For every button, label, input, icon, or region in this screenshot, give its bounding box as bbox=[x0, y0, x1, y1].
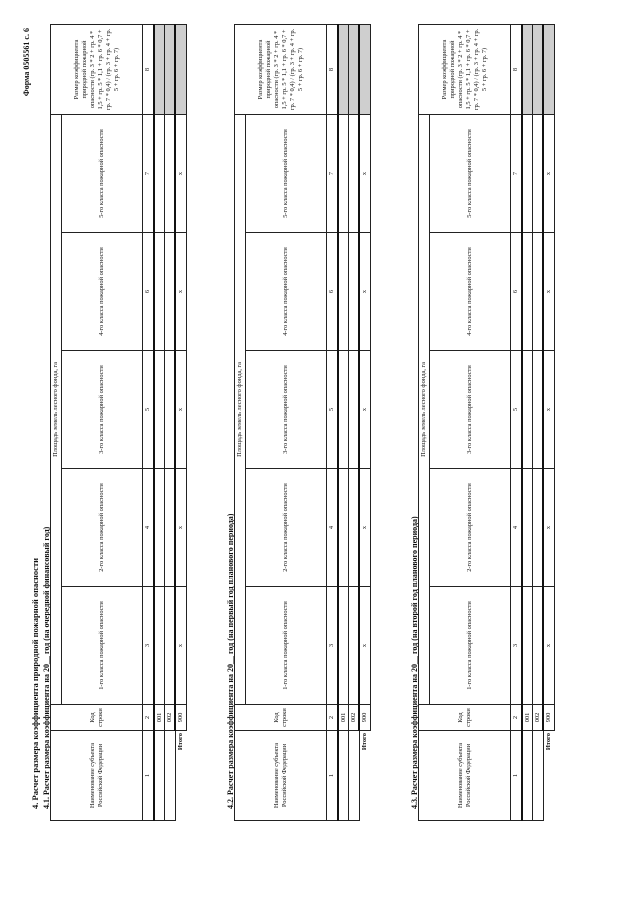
x-mark: x bbox=[543, 233, 555, 351]
area-header: Площадь земель лесного фонда, га bbox=[51, 114, 62, 704]
area-header: Площадь земель лесного фонда, га bbox=[235, 114, 246, 704]
section-title: 4. Расчет размера коэффициента природной пожарной опасности bbox=[30, 557, 40, 809]
total-coef-cell bbox=[543, 24, 555, 114]
row-code: 001 bbox=[522, 705, 533, 731]
area-value-cell bbox=[533, 469, 544, 587]
subject-header: Наименование субъекта Российской Федерации bbox=[235, 731, 327, 821]
area-value-cell bbox=[349, 587, 360, 705]
coef-value-cell bbox=[338, 24, 349, 114]
class-header: 4-го класса пожарной опасности bbox=[430, 233, 511, 351]
column-number: 5 bbox=[511, 351, 523, 469]
x-mark: x bbox=[175, 469, 187, 587]
subsection-title: 4.3. Расчет размера коэффициента на 20__ год (на второй год планового периода) bbox=[410, 516, 419, 809]
row-code: 002 bbox=[349, 705, 360, 731]
column-number: 8 bbox=[511, 24, 523, 114]
area-value-cell bbox=[522, 233, 533, 351]
x-mark: x bbox=[543, 114, 555, 232]
coef-header: Размер коэффициента природной пожарной опасности (гр. 3 * 2 + гр. 4 * 1,5 + гр. 5 * 1,1 + гр. 6 * 0,7 + гр. 7 * 0,4) / (гр. 3 + гр. 4 + гр. 5 + гр. 6 + гр. 7) bbox=[235, 24, 327, 114]
area-value-cell bbox=[522, 469, 533, 587]
x-mark: x bbox=[175, 351, 187, 469]
column-number: 3 bbox=[511, 587, 523, 705]
row-code: 001 bbox=[154, 705, 165, 731]
coefficient-table bbox=[50, 24, 187, 821]
code-header: Код строки bbox=[235, 705, 327, 731]
total-label: Итого bbox=[361, 733, 368, 751]
class-header: 4-го класса пожарной опасности bbox=[62, 233, 143, 351]
column-number: 1 bbox=[511, 731, 523, 821]
column-number: 7 bbox=[511, 114, 523, 232]
column-number: 6 bbox=[327, 233, 339, 351]
subject-header: Наименование субъекта Российской Федерации bbox=[51, 731, 143, 821]
subject-header: Наименование субъекта Российской Федерации bbox=[419, 731, 511, 821]
area-value-cell bbox=[349, 114, 360, 232]
column-number: 6 bbox=[511, 233, 523, 351]
form-code: Форма 0505561 с. 6 bbox=[22, 28, 31, 97]
x-mark: x bbox=[359, 233, 371, 351]
x-mark: x bbox=[543, 587, 555, 705]
column-number: 1 bbox=[327, 731, 339, 821]
column-number: 5 bbox=[143, 351, 155, 469]
coef-value-cell bbox=[349, 24, 360, 114]
area-value-cell bbox=[522, 114, 533, 232]
area-value-cell bbox=[338, 114, 349, 232]
area-value-cell bbox=[154, 469, 165, 587]
subject-cell bbox=[349, 731, 360, 821]
column-number: 4 bbox=[143, 469, 155, 587]
x-mark: x bbox=[175, 587, 187, 705]
area-value-cell bbox=[533, 587, 544, 705]
area-value-cell bbox=[154, 351, 165, 469]
x-mark: x bbox=[359, 469, 371, 587]
area-value-cell bbox=[165, 114, 176, 232]
class-header: 4-го класса пожарной опасности bbox=[246, 233, 327, 351]
class-header: 1-го класса пожарной опасности bbox=[246, 587, 327, 705]
column-number: 5 bbox=[327, 351, 339, 469]
x-mark: x bbox=[543, 469, 555, 587]
row-code: 002 bbox=[533, 705, 544, 731]
column-number: 4 bbox=[511, 469, 523, 587]
column-number: 2 bbox=[511, 705, 523, 731]
area-header: Площадь земель лесного фонда, га bbox=[419, 114, 430, 704]
subject-cell bbox=[154, 731, 165, 821]
area-value-cell bbox=[165, 351, 176, 469]
column-number: 7 bbox=[143, 114, 155, 232]
column-number: 3 bbox=[327, 587, 339, 705]
class-header: 3-го класса пожарной опасности bbox=[246, 351, 327, 469]
total-label: Итого bbox=[177, 733, 184, 751]
coef-value-cell bbox=[165, 24, 176, 114]
column-number: 2 bbox=[143, 705, 155, 731]
column-number: 4 bbox=[327, 469, 339, 587]
area-value-cell bbox=[338, 587, 349, 705]
row-code: 002 bbox=[165, 705, 176, 731]
x-mark: x bbox=[175, 114, 187, 232]
area-value-cell bbox=[349, 351, 360, 469]
total-label: Итого bbox=[545, 733, 552, 751]
x-mark: x bbox=[359, 351, 371, 469]
total-coef-cell bbox=[175, 24, 187, 114]
subsection-title: 4.2. Расчет размера коэффициента на 20__ год (на первый год планового периода) bbox=[226, 513, 235, 809]
total-code: 900 bbox=[359, 705, 371, 731]
class-header: 2-го класса пожарной опасности bbox=[62, 469, 143, 587]
column-number: 8 bbox=[327, 24, 339, 114]
subject-cell bbox=[533, 731, 544, 821]
coef-value-cell bbox=[154, 24, 165, 114]
class-header: 1-го класса пожарной опасности bbox=[62, 587, 143, 705]
area-value-cell bbox=[338, 469, 349, 587]
area-value-cell bbox=[533, 351, 544, 469]
subject-cell bbox=[522, 731, 533, 821]
column-number: 2 bbox=[327, 705, 339, 731]
class-header: 2-го класса пожарной опасности bbox=[246, 469, 327, 587]
row-code: 001 bbox=[338, 705, 349, 731]
area-value-cell bbox=[154, 233, 165, 351]
total-code: 900 bbox=[175, 705, 187, 731]
column-number: 3 bbox=[143, 587, 155, 705]
area-value-cell bbox=[522, 351, 533, 469]
total-code: 900 bbox=[543, 705, 555, 731]
area-value-cell bbox=[165, 233, 176, 351]
area-value-cell bbox=[165, 469, 176, 587]
x-mark: x bbox=[175, 233, 187, 351]
area-value-cell bbox=[154, 587, 165, 705]
area-value-cell bbox=[338, 233, 349, 351]
subject-cell bbox=[338, 731, 349, 821]
class-header: 5-го класса пожарной опасности bbox=[246, 114, 327, 232]
area-value-cell bbox=[338, 351, 349, 469]
area-value-cell bbox=[154, 114, 165, 232]
class-header: 5-го класса пожарной опасности bbox=[62, 114, 143, 232]
code-header: Код строки bbox=[51, 705, 143, 731]
area-value-cell bbox=[349, 233, 360, 351]
column-number: 8 bbox=[143, 24, 155, 114]
area-value-cell bbox=[533, 233, 544, 351]
area-value-cell bbox=[349, 469, 360, 587]
code-header: Код строки bbox=[419, 705, 511, 731]
subsection-title: 4.1. Расчет размера коэффициента на 20__ год (на очередной финансовый год) bbox=[42, 526, 51, 809]
class-header: 1-го класса пожарной опасности bbox=[430, 587, 511, 705]
class-header: 3-го класса пожарной опасности bbox=[430, 351, 511, 469]
class-header: 3-го класса пожарной опасности bbox=[62, 351, 143, 469]
subject-cell bbox=[165, 731, 176, 821]
x-mark: x bbox=[543, 351, 555, 469]
x-mark: x bbox=[359, 587, 371, 705]
total-coef-cell bbox=[359, 24, 371, 114]
column-number: 7 bbox=[327, 114, 339, 232]
column-number: 6 bbox=[143, 233, 155, 351]
class-header: 2-го класса пожарной опасности bbox=[430, 469, 511, 587]
area-value-cell bbox=[533, 114, 544, 232]
coefficient-table bbox=[234, 24, 371, 821]
column-number: 1 bbox=[143, 731, 155, 821]
coefficient-table bbox=[418, 24, 555, 821]
area-value-cell bbox=[522, 587, 533, 705]
coef-header: Размер коэффициента природной пожарной опасности (гр. 3 * 2 + гр. 4 * 1,5 + гр. 5 * 1,1 + гр. 6 * 0,7 + гр. 7 * 0,4) / (гр. 3 + гр. 4 + гр. 5 + гр. 6 + гр. 7) bbox=[51, 24, 143, 114]
x-mark: x bbox=[359, 114, 371, 232]
class-header: 5-го класса пожарной опасности bbox=[430, 114, 511, 232]
coef-value-cell bbox=[522, 24, 533, 114]
coef-value-cell bbox=[533, 24, 544, 114]
area-value-cell bbox=[165, 587, 176, 705]
coef-header: Размер коэффициента природной пожарной опасности (гр. 3 * 2 + гр. 4 * 1,5 + гр. 5 * 1,1 + гр. 6 * 0,7 + гр. 7 * 0,4) / (гр. 3 + гр. 4 + гр. 5 + гр. 6 + гр. 7) bbox=[419, 24, 511, 114]
